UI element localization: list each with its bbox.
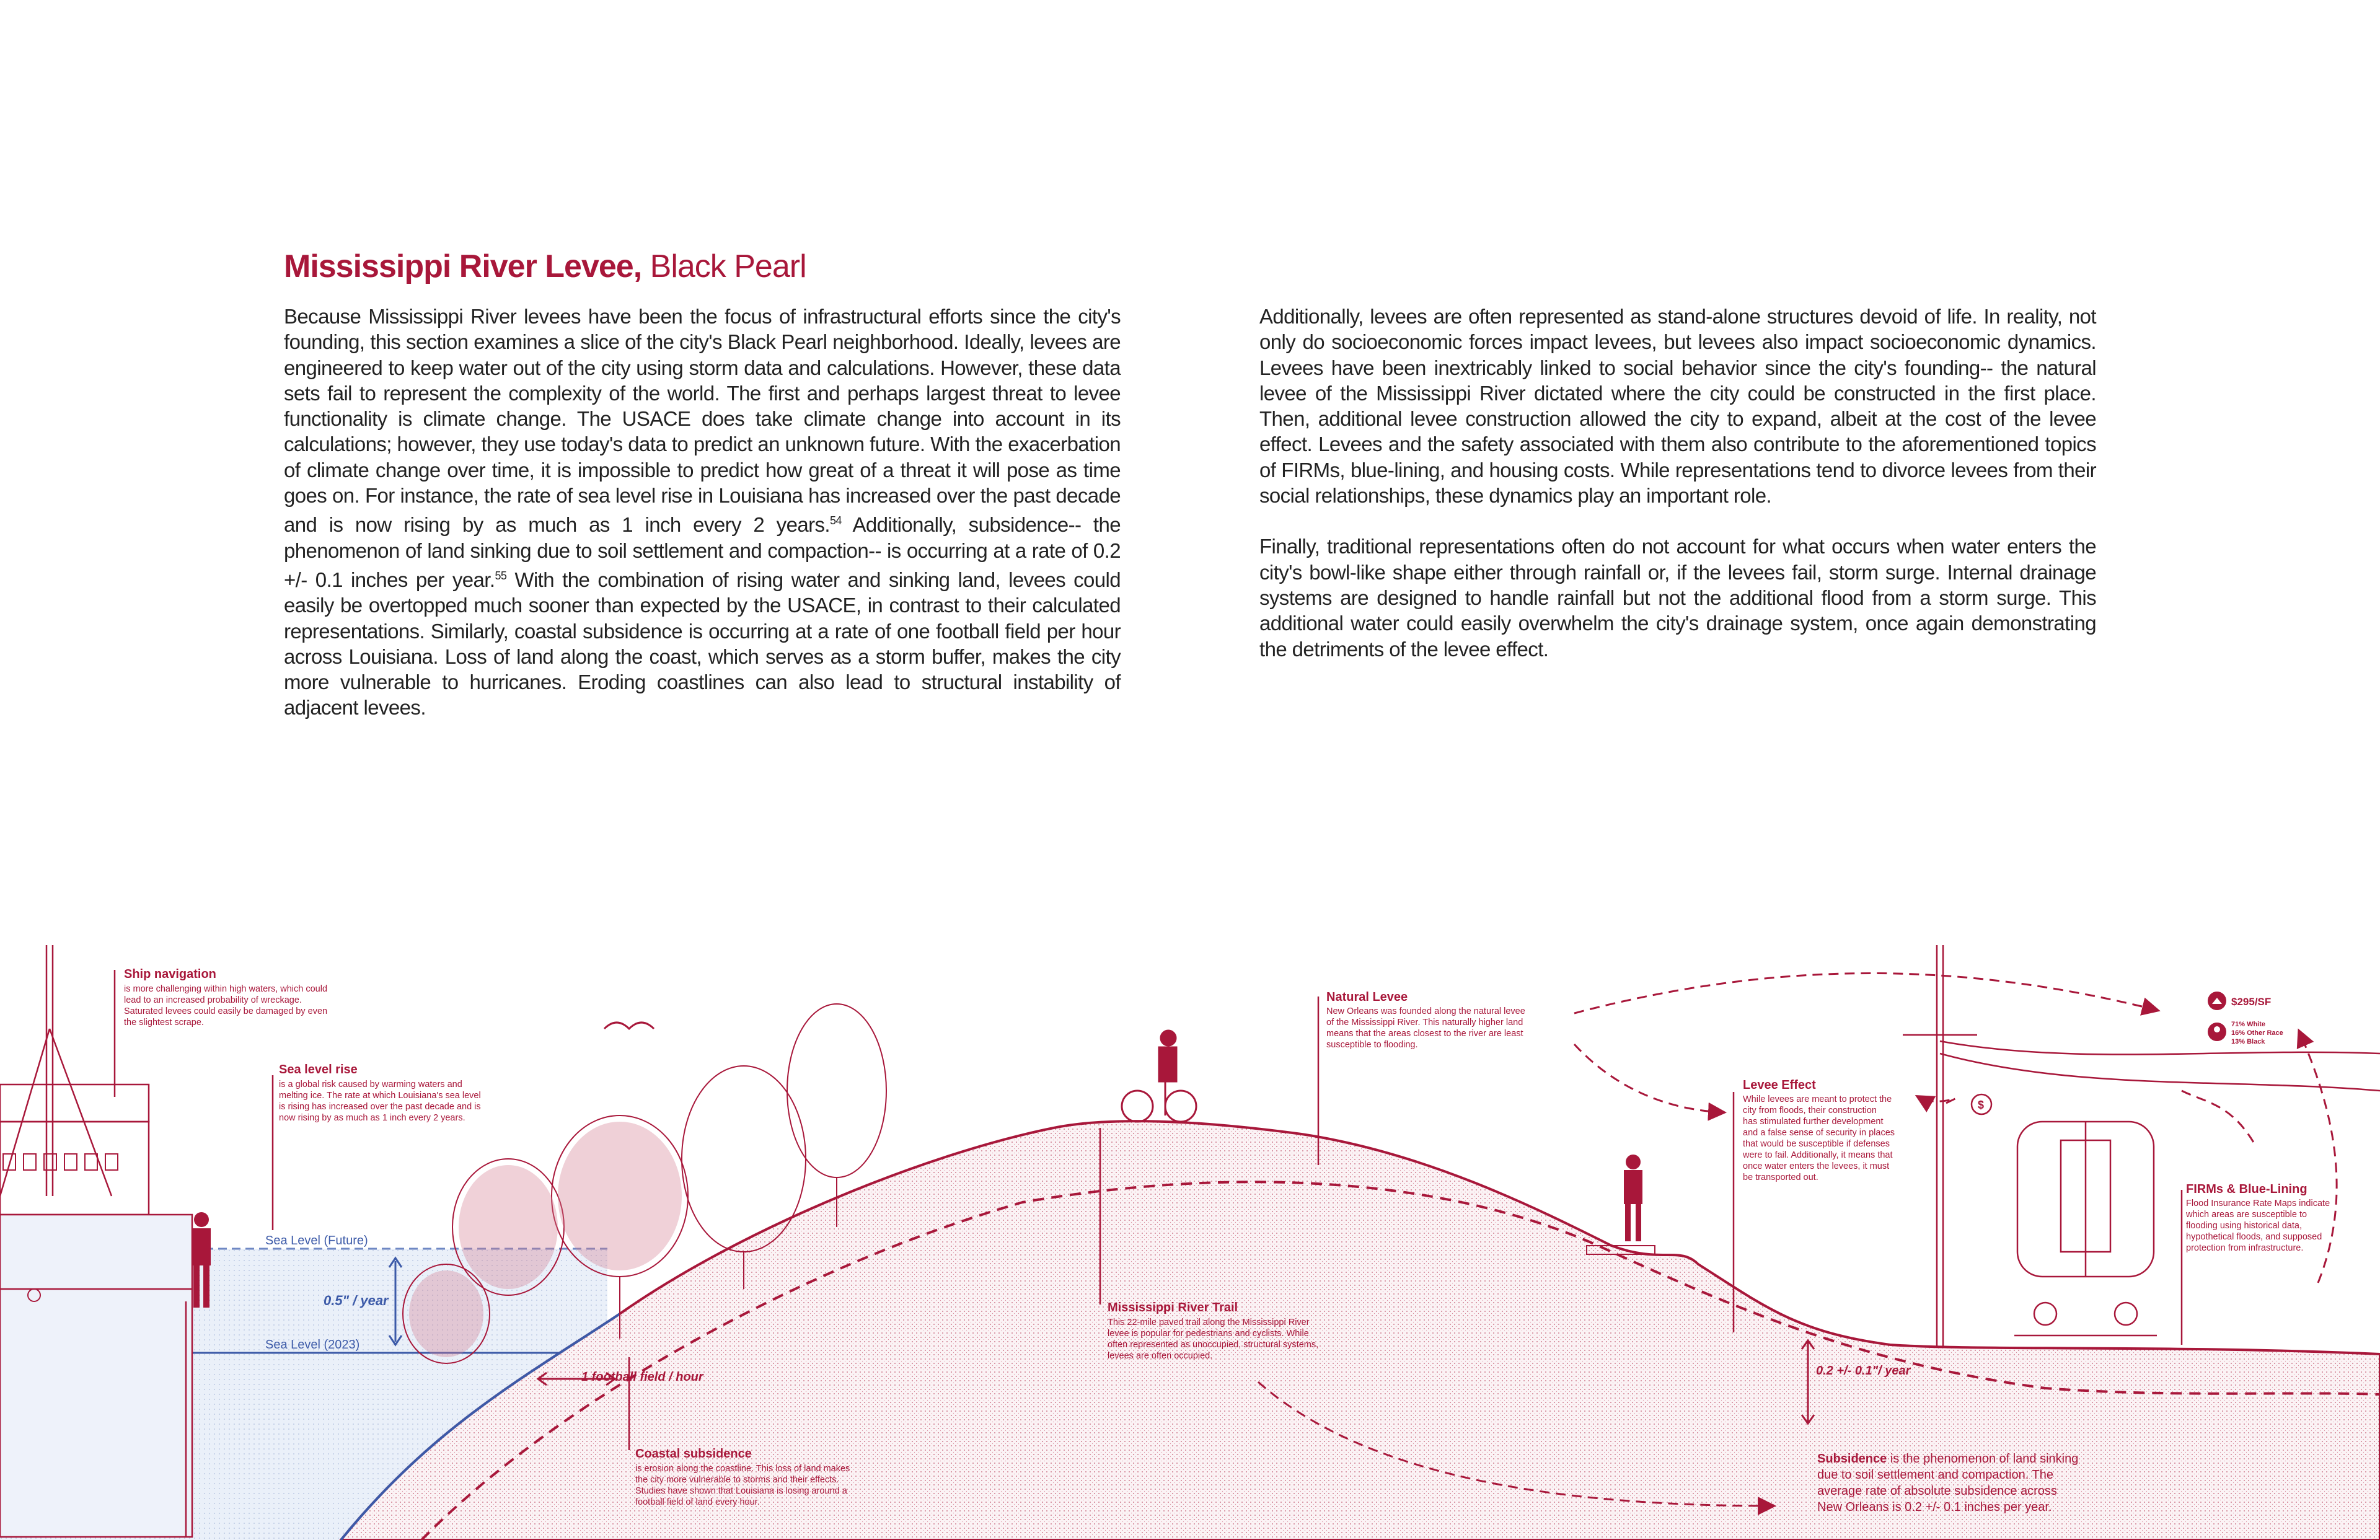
football-label: 1 football field / hour xyxy=(581,1370,703,1384)
cyclist xyxy=(1122,1031,1196,1122)
sea-rate-label: 0.5" / year xyxy=(324,1293,389,1308)
sea-level-2023-label: Sea Level (2023) xyxy=(265,1338,360,1352)
ship-annotation-body: is more challenging within high waters, which could lead to an increased probability of wreckage. Saturated levees could easily be damaged by even the slightest scrape. xyxy=(124,984,328,1027)
ship-annotation-title: Ship navigation xyxy=(124,967,216,981)
dollar-label: $ xyxy=(1978,1099,1985,1111)
levee-effect-body: While levees are meant to protect the city from floods, their construction has stimulated further development and a false sense of security in places that would be susceptible if defenses were to fail. Additionally, it means that once water enters the levees, it must be transported out. xyxy=(1743,1094,1895,1182)
sea-level-future-label: Sea Level (Future) xyxy=(265,1234,368,1247)
subsidence-annotation: Subsidence is the phenomenon of land sinking due to soil settlement and compaction. The average rate of absolute subsidence across New Orleans is 0.2 +/- 0.1 inches per year. xyxy=(1817,1452,2079,1514)
demographic-line-3: 13% Black xyxy=(2231,1038,2265,1045)
levee-effect-title: Levee Effect xyxy=(1743,1078,1816,1092)
right-paragraph-2: Finally, traditional representations often do not account for what occurs when water enters the city's bowl-like shape either through rainfall or, if the levees fail, storm surge. Internal drainage systems are designed to handle rainfall but not the additional flood from a storm surge. This additional water could easily overwhelm the city's drainage system, once again demonstrating the detriments of the levee effect. xyxy=(1259,535,2096,661)
footnote-55: 55 xyxy=(495,569,507,582)
river-trail-title: Mississippi River Trail xyxy=(1108,1301,1238,1314)
tank-car xyxy=(2014,1122,2157,1335)
firms-title: FIRMs & Blue-Lining xyxy=(2186,1182,2307,1196)
left-text-part-2: Additionally, subsidence-- the phenomenon of land sinking due to soil settlement and compaction-- is occurring at a rate of 0.2 +/- 0.1 inches per year. xyxy=(284,513,1121,591)
bird-icon xyxy=(604,1023,654,1029)
left-text-part-1: Because Mississippi River levees have been the focus of infrastructural efforts since the city's founding, this section examines a slice of the city's Black Pearl neighborhood. Ideally, levees are engineered to keep water out of the city using storm data and calculations. However, these data sets fail to represent the complexity of the world. The first and perhaps largest threat to levee functionality is climate change. The USACE does take climate change into account in its calculations; however, they use today's data to predict an unknown future. With the exacerbation of climate change over time, it is impossible to predict how great of a threat it will pose as time goes on. For instance, the rate of sea level rise in Louisiana has increased over the past decade and is now rising by as much as 1 inch every 2 years. xyxy=(284,305,1121,537)
right-paragraph-1: Additionally, levees are often represented as stand-alone structures devoid of life. In reality, not only do socioeconomic forces impact levees, but levees also impact socioeconomic dynamics. Levees have been inextricably linked to social behavior since the city's founding-- the natural levee of the Mississippi River dictated where the city could be constructed in the first place. Then, additional levee construction allowed the city to expand, albeit at the cost of the levee effect. Levees and the safety associated with them also contribute to the aforementioned topics of FIRMs, blue-lining, and housing costs. While representations tend to divorce levees from their social relationships, these dynamics play an important role. xyxy=(1259,305,2096,508)
sea-annotation-title: Sea level rise xyxy=(279,1063,358,1076)
title-light: Black Pearl xyxy=(641,249,806,284)
price-label: $295/SF xyxy=(2231,996,2272,1008)
left-text-part-3: With the combination of rising water and sinking land, levees could easily be overtopped much sooner than expected by the USACE, in contrast to their calculated representations. Similarly, coastal subsidence is occurring at a rate of one football field per hour across Louisiana. Loss of land along the coast, which serves as a storm buffer, makes the city more vulnerable to hurricanes. Eroding coastlines can also lead to structural instability of adjacent levees. xyxy=(284,568,1121,719)
firms-body: Flood Insurance Rate Maps indicate which areas are susceptible to flooding using historical data, hypothetical floods, and supposed protection from infrastructure. xyxy=(2186,1199,2330,1253)
river-trail-body: This 22-mile paved trail along the Mississippi River levee is popular for pedestrians and cyclists. While often represented as unoccupied, structural systems, levees are often occupied. xyxy=(1108,1318,1319,1361)
natural-levee-title: Natural Levee xyxy=(1326,990,1408,1004)
title-bold: Mississippi River Levee, xyxy=(284,249,642,284)
coastal-subsidence-title: Coastal subsidence xyxy=(635,1447,752,1461)
house-icon xyxy=(2208,992,2226,1010)
natural-levee-body: New Orleans was founded along the natural levee of the Mississippi River. This naturally higher land means that the areas closest to the river are least susceptible to flooding. xyxy=(1326,1006,1525,1050)
subsidence-rate-label: 0.2 +/- 0.1"/ year xyxy=(1816,1364,1911,1378)
sea-annotation-body: is a global risk caused by warming waters and melting ice. The rate at which Louisiana's sea level is rising has increased over the past decade and is now rising by as much as 1 inch every 2 years. xyxy=(279,1080,481,1123)
demographic-icon xyxy=(2208,1023,2226,1041)
ship xyxy=(0,945,192,1537)
footnote-54: 54 xyxy=(829,514,842,527)
coastal-subsidence-body: is erosion along the coastline. This loss of land makes the city more vulnerable to storms and their effects. Studies have shown that Louisiana is losing around a football field of land every hour. xyxy=(635,1464,850,1507)
demographic-line-2: 16% Other Race xyxy=(2231,1029,2283,1037)
demographic-line-1: 71% White xyxy=(2231,1021,2266,1028)
